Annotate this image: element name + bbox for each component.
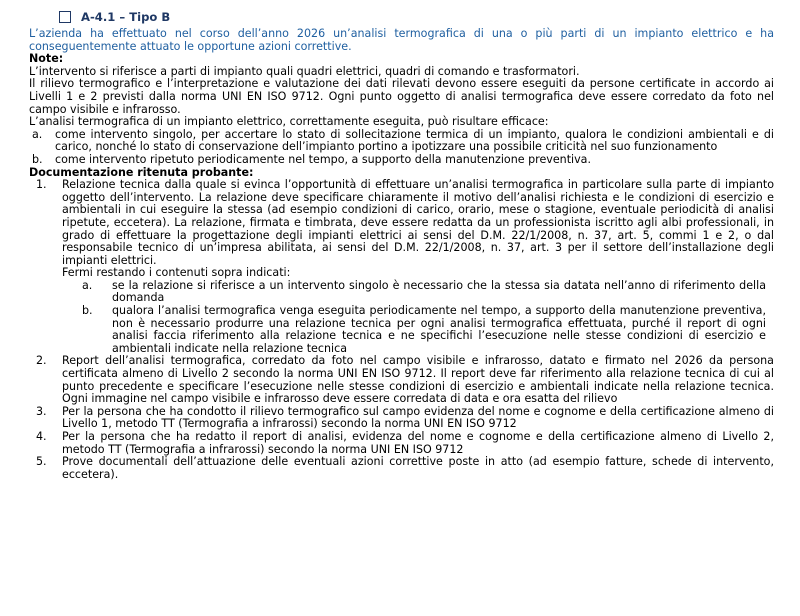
docs-sublist-item [62, 305, 774, 355]
docs-sublist-item [62, 280, 774, 305]
note-list-item [29, 129, 774, 154]
docs-list-item [29, 355, 774, 405]
section-heading [59, 8, 774, 26]
section-checkbox[interactable] [59, 11, 71, 23]
docs-sublist [62, 280, 774, 356]
fermi-restando-text: Fermi restando i contenuti sopra indicati: [62, 266, 291, 280]
list-marker: 4. [36, 430, 47, 443]
list-item-text: qualora l’analisi termografica venga eseguita periodicamente nel tempo, a supporto della manutenzione preventiva, non è necessario produrre una relazione tecnica per ogni analisi termografica effettuata, purché il report di ogni analisi faccia riferimento alla relazione tecnica e ne specifichi l’esecuzione nelle stesse condizioni di esercizio e ambientali indicate nella relazione tecnica [112, 304, 766, 355]
list-marker: 5. [36, 455, 47, 469]
list-item-text: come intervento singolo, per accertare lo stato di sollecitazione termica di un impianto, qualora le condizioni ambientali e di carico, nonché lo stato di conservazione dell’impianto portino a ipotizzare una possibile criticità nel suo funzionamento [55, 127, 774, 154]
section-title: A-4.1 – Tipo B [81, 9, 171, 24]
list-marker: 2. [36, 354, 47, 368]
list-marker: b. [32, 152, 43, 166]
docs-list-item [29, 406, 774, 431]
list-marker: b. [82, 304, 93, 318]
list-marker: 3. [36, 404, 47, 418]
docs-list-item [29, 431, 774, 456]
note-paragraph-3: L’analisi termografica di un impianto elettrico, correttamente eseguita, può risultare efficace: [29, 115, 549, 129]
list-item-text: Relazione tecnica dalla quale si evinca l’opportunità di effettuare un’analisi termografica in particolare sulla parte di impianto oggetto dell’intervento. La relazione deve specificare chiaramente il motivo dell’analisi richiesta e le condizioni di esercizio e ambientali in cui eseguire la stessa (ad esempio condizioni di carico, orario, mese o stagione, eventuale periodicità di analisi ripetute, eccetera). La relazione, firmata e timbrata, deve essere redatta da un professionista iscritto agli albi professionali, in grado di effettuare la progettazione degli impianti elettrici ai sensi del D.M. 22/1/2008, n. 37, art. 5, commi 1 e 2, o dal responsabile tecnico di un’impresa abilitata, ai sensi del D.M. 22/1/2008, n. 37, art. 3 per il settore dell’installazione degli impianti elettrici. [62, 178, 774, 267]
docs-list [29, 179, 774, 481]
note-paragraph-2: Il rilievo termografico e l’interpretazione e valutazione dei dati rilevati devono essere eseguiti da persone certificate in accordo ai Livelli 1 e 2 previsti dalla norma UNI EN ISO 9712. Ogni punto oggetto di analisi termografica deve essere corredato da foto nel campo visibile e infrarosso. [29, 77, 774, 116]
section-intro: L’azienda ha effettuato nel corso dell’anno 2026 un’analisi termografica di una o più parti di un impianto elettrico e ha conseguentemente attuato le opportune azioni correttive. [29, 27, 774, 53]
list-item-text: come intervento ripetuto periodicamente nel tempo, a supporto della manutenzione preventiva. [55, 152, 592, 166]
list-item-text: Prove documentali dell’attuazione delle eventuali azioni correttive poste in atto (ad esempio fatture, schede di intervento, eccetera). [62, 455, 774, 481]
docs-list-item [29, 179, 774, 355]
note-paragraph-1: L’intervento si riferisce a parti di impianto quali quadri elettrici, quadri di comando e trasformatori. [29, 64, 580, 78]
list-item-text: Per la persona che ha redatto il report di analisi, evidenza del nome e cognome e della certificazione almeno di Livello 2, metodo TT (Termografia a infrarossi) secondo la norma UNI EN ISO 9712 [62, 430, 774, 456]
list-marker: 1. [36, 178, 47, 192]
list-marker: a. [82, 278, 93, 292]
note-list [29, 129, 774, 167]
docs-title: Documentazione ritenuta probante: [29, 165, 254, 179]
list-item-text: Per la persona che ha condotto il rilievo termografico sul campo evidenza del nome e cognome e della certificazione almeno di Livello 1, metodo TT (Termografia a infrarossi) secondo la norma UNI EN ISO 9712 [62, 404, 774, 431]
note-list-item [29, 154, 774, 167]
list-item-text: Report dell’analisi termografica, corredato da foto nel campo visibile e infrarosso, datato e firmato nel 2026 da persona certificata almeno di Livello 2 secondo la norma UNI EN ISO 9712. Il report deve far riferimento alla relazione tecnica di cui al punto precedente e specificare l’esecuzione nelle stesse condizioni di esercizio e ambientali indicate nella relazione tecnica. Ogni immagine nel campo visibile e infrarosso deve essere corredata di data e ora esatta del rilievo [62, 354, 774, 406]
list-marker: a. [32, 127, 43, 141]
list-item-text: se la relazione si riferisce a un intervento singolo è necessario che la stessa sia datata nell’anno di riferimento della domanda [112, 278, 766, 305]
docs-list-item [29, 456, 774, 481]
note-title: Note: [29, 52, 64, 66]
